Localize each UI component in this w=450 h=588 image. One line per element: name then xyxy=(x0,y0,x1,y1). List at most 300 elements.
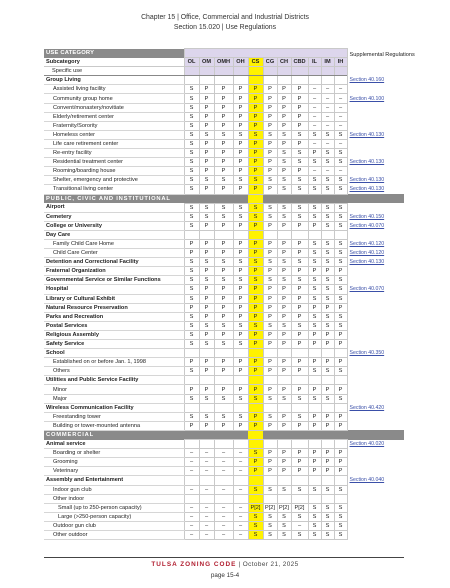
subcategory-name: Fraternal Organization xyxy=(44,267,184,276)
zone-cell-cs: P xyxy=(248,158,263,167)
supplemental-regulation-link xyxy=(347,512,404,521)
zone-cell-om: S xyxy=(199,176,214,185)
zone-cell-omh: P xyxy=(214,112,233,121)
zone-cell-ih: P xyxy=(334,412,347,421)
zone-cell-cs: P xyxy=(248,358,263,367)
zone-cell-ch: P xyxy=(277,294,291,303)
zone-cell-ih: S xyxy=(334,176,347,185)
table-row xyxy=(44,76,404,85)
zone-cell-ol: S xyxy=(184,158,199,167)
zone-cell-cs xyxy=(248,403,263,412)
zone-cell-il: S xyxy=(308,239,321,248)
use-regulations-table xyxy=(44,48,415,540)
zone-cell-ih xyxy=(334,494,347,503)
zone-cell-om xyxy=(199,376,214,385)
table-row xyxy=(44,449,404,458)
zone-cell-cg: P xyxy=(263,249,277,258)
zone-cell-omh: P xyxy=(214,312,233,321)
table-row xyxy=(44,221,404,230)
zone-heading-ih: IH xyxy=(334,58,347,67)
zone-cell-ch: S xyxy=(277,158,291,167)
supplemental-regulation-link[interactable]: Section 40.350 xyxy=(349,350,385,357)
zone-cell-ch xyxy=(277,76,291,85)
zone-cell-cbd: S xyxy=(291,158,308,167)
zone-cell-im: – xyxy=(321,103,334,112)
zone-cell-ih xyxy=(334,76,347,85)
zone-cell-ol: S xyxy=(184,121,199,130)
zone-cell-om: P xyxy=(199,312,214,321)
zone-cell-ch: S xyxy=(277,212,291,221)
zone-cell-cs: P xyxy=(248,367,263,376)
zone-cell-oh: P xyxy=(233,112,248,121)
zone-cell-ch xyxy=(277,494,291,503)
zone-cell-ch: P xyxy=(277,449,291,458)
specific-use-name: Building or tower-mounted antenna xyxy=(44,421,184,430)
zone-cell-om: P xyxy=(199,367,214,376)
zone-cell-ol: S xyxy=(184,139,199,148)
zone-cell-om xyxy=(199,403,214,412)
zone-cell-ol: P xyxy=(184,358,199,367)
specific-use-name: Grooming xyxy=(44,458,184,467)
specific-use-name: Shelter, emergency and protective xyxy=(44,176,184,185)
zone-cell-ch: P xyxy=(277,221,291,230)
zone-cell-omh: S xyxy=(214,321,233,330)
zone-cell-cs: P xyxy=(248,303,263,312)
zone-cell-cs: P xyxy=(248,221,263,230)
zone-cell-im: P xyxy=(321,340,334,349)
zone-cell-ih: S xyxy=(334,276,347,285)
zone-cell-im: P xyxy=(321,421,334,430)
supplemental-regulation-link[interactable]: Section 40.130 xyxy=(349,186,385,193)
zone-heading-im: IM xyxy=(321,58,334,67)
zone-cell-il: S xyxy=(308,203,321,212)
zone-cell-om xyxy=(199,230,214,239)
zone-cell-cg: P xyxy=(263,358,277,367)
zone-cell-im: P xyxy=(321,267,334,276)
zone-cell-im: – xyxy=(321,139,334,148)
supplemental-regulation-link[interactable]: Section 40.120 xyxy=(349,241,385,248)
zone-cell-om: P xyxy=(199,221,214,230)
table-row xyxy=(44,321,404,330)
zone-cell-ol xyxy=(184,230,199,239)
zone-cell-cg: P xyxy=(263,85,277,94)
zone-cell-cs: P xyxy=(248,239,263,248)
supplemental-regulation-link[interactable]: Section 40.150 xyxy=(349,213,385,220)
footer-brand: TULSA ZONING CODE xyxy=(151,561,237,568)
subcategory-name: Assembly and Entertainment xyxy=(44,476,184,485)
zone-cell-cg: S xyxy=(263,512,277,521)
zone-cell-cbd: P xyxy=(291,358,308,367)
zone-cell-cg: P xyxy=(263,167,277,176)
zone-cell-oh: P xyxy=(233,85,248,94)
zone-cell-cs: S xyxy=(248,203,263,212)
zone-cell-im: S xyxy=(321,367,334,376)
zone-cell-ol xyxy=(184,403,199,412)
zone-cell-oh: P xyxy=(233,367,248,376)
specific-use-name: Transitional living center xyxy=(44,185,184,194)
zone-cell-il xyxy=(308,376,321,385)
zone-cell-ih: P xyxy=(334,303,347,312)
zone-cell-oh: S xyxy=(233,203,248,212)
zone-cell-cs xyxy=(248,376,263,385)
table-row xyxy=(44,330,404,339)
zone-cell-om: P xyxy=(199,267,214,276)
zone-cell-cs: P xyxy=(248,167,263,176)
zone-cell-ch: P xyxy=(277,121,291,130)
zone-cell-omh: P xyxy=(214,221,233,230)
zone-cell-oh xyxy=(233,494,248,503)
zone-cell-ih: S xyxy=(334,394,347,403)
supplemental-regulation-link xyxy=(347,167,404,176)
zone-cell-ol xyxy=(184,349,199,358)
zone-cell-cbd: P xyxy=(291,449,308,458)
zone-cell-cg xyxy=(263,494,277,503)
zone-cell-ih: S xyxy=(334,158,347,167)
zone-cell-ih: – xyxy=(334,103,347,112)
zone-cell-omh: P xyxy=(214,249,233,258)
zone-cell-ol: S xyxy=(184,367,199,376)
zone-cell-im: S xyxy=(321,249,334,258)
supplemental-regulation-link[interactable]: Section 40.130 xyxy=(349,177,385,184)
supplemental-regulation-link xyxy=(347,267,404,276)
zone-cell-il: S xyxy=(308,130,321,139)
specific-use-name: Child Care Center xyxy=(44,249,184,258)
supplemental-regulation-link xyxy=(347,103,404,112)
zone-cell-om: – xyxy=(199,449,214,458)
zone-cell-omh: S xyxy=(214,276,233,285)
zone-cell-cg: S xyxy=(263,212,277,221)
zone-cell-cg: P xyxy=(263,385,277,394)
supplemental-regulation-link xyxy=(347,340,404,349)
zone-cell-im: – xyxy=(321,167,334,176)
zone-cell-om: S xyxy=(199,321,214,330)
zone-cell-ol: P xyxy=(184,303,199,312)
zone-cell-cbd: P xyxy=(291,294,308,303)
zone-cell-om: P xyxy=(199,249,214,258)
zone-cell-ih: P xyxy=(334,467,347,476)
zone-cell-ch: P xyxy=(277,303,291,312)
zone-cell-ol: – xyxy=(184,485,199,494)
zone-cell-il: P xyxy=(308,421,321,430)
supplemental-regulation-link[interactable]: Section 40.040 xyxy=(349,477,385,484)
zone-cell-ch: P xyxy=(277,358,291,367)
zone-cell-cs: P xyxy=(248,467,263,476)
supplemental-regulation-link xyxy=(347,394,404,403)
zone-cell-ch xyxy=(277,349,291,358)
specific-use-name: Other indoor xyxy=(44,494,184,503)
zone-cell-cs: P xyxy=(248,249,263,258)
table-row xyxy=(44,149,404,158)
zone-cell-im xyxy=(321,76,334,85)
zone-heading-cg: CG xyxy=(263,58,277,67)
zone-cell-ol: – xyxy=(184,521,199,530)
zone-cell-oh: P xyxy=(233,158,248,167)
zone-cell-om: – xyxy=(199,467,214,476)
zone-cell-ol: S xyxy=(184,330,199,339)
subcategory-name: Group Living xyxy=(44,76,184,85)
zone-cell-om: S xyxy=(199,412,214,421)
supplemental-regulation-link xyxy=(347,385,404,394)
specific-use-heading: Specific use xyxy=(44,67,184,76)
supplemental-regulations-heading: Supplemental Regulations xyxy=(347,49,404,76)
zone-cell-ch: P xyxy=(277,330,291,339)
supplemental-regulation-link xyxy=(347,449,404,458)
zone-cell-cbd xyxy=(291,76,308,85)
zone-cell-ch: P xyxy=(277,112,291,121)
zone-cell-ih: – xyxy=(334,94,347,103)
zone-cell-ih xyxy=(334,349,347,358)
zone-cell-om xyxy=(199,76,214,85)
zone-cell-il: S xyxy=(308,521,321,530)
zone-cell-cs: P xyxy=(248,285,263,294)
zone-cell-cbd: S xyxy=(291,412,308,421)
supplemental-regulation-link xyxy=(347,412,404,421)
supplemental-regulation-link[interactable]: Section 40.130 xyxy=(349,159,385,166)
zone-cell-om: P xyxy=(199,139,214,148)
zone-cell-ih: – xyxy=(334,112,347,121)
zone-cell-ch: P xyxy=(277,85,291,94)
zone-cell-ih: P xyxy=(334,385,347,394)
zone-cell-ih: S xyxy=(334,367,347,376)
zone-cell-cg: P xyxy=(263,367,277,376)
supplemental-regulation-link[interactable]: Section 40.100 xyxy=(349,95,385,102)
zone-cell-ih: S xyxy=(334,321,347,330)
zone-cell-il: – xyxy=(308,103,321,112)
zone-cell-omh: – xyxy=(214,458,233,467)
zone-cell-cs: P xyxy=(248,421,263,430)
supplemental-regulation-link xyxy=(347,376,404,385)
zone-cell-im: P xyxy=(321,412,334,421)
zone-cell-cg xyxy=(263,376,277,385)
zone-cell-ol: P xyxy=(184,239,199,248)
zone-cell-oh xyxy=(233,440,248,449)
supplemental-regulation-link xyxy=(347,230,404,239)
zone-cell-ol: S xyxy=(184,412,199,421)
zone-cell-omh: P xyxy=(214,367,233,376)
zone-cell-im: P xyxy=(321,358,334,367)
subcategory-name: Postal Services xyxy=(44,321,184,330)
table-row xyxy=(44,458,404,467)
zone-cell-omh: P xyxy=(214,139,233,148)
footer-separator: | xyxy=(238,561,241,568)
table-row xyxy=(44,285,404,294)
zone-cell-omh: S xyxy=(214,258,233,267)
zone-cell-cbd: S xyxy=(291,149,308,158)
zone-cell-cg: P xyxy=(263,158,277,167)
specific-use-name: Residential treatment center xyxy=(44,158,184,167)
supplemental-regulation-link xyxy=(347,358,404,367)
zone-cell-ol: S xyxy=(184,94,199,103)
zone-cell-om: P xyxy=(199,85,214,94)
zone-cell-cs: P xyxy=(248,330,263,339)
zone-cell-im: S xyxy=(321,176,334,185)
zone-cell-cbd: P xyxy=(291,267,308,276)
subcategory-name: School xyxy=(44,349,184,358)
zone-cell-im: S xyxy=(321,394,334,403)
zone-cell-cbd xyxy=(291,349,308,358)
zone-cell-ol xyxy=(184,76,199,85)
zone-cell-oh: P xyxy=(233,385,248,394)
zone-cell-im: – xyxy=(321,112,334,121)
zone-cell-om: S xyxy=(199,394,214,403)
zone-cell-ch: S xyxy=(277,521,291,530)
zone-cell-ch: P xyxy=(277,412,291,421)
table-row xyxy=(44,521,404,530)
supplemental-regulation-link[interactable]: Section 40.070 xyxy=(349,286,385,293)
zone-cell-ch: S xyxy=(277,176,291,185)
zone-cell-ch: P xyxy=(277,239,291,248)
zone-cell-oh: P xyxy=(233,267,248,276)
zone-cell-im xyxy=(321,403,334,412)
zone-cell-cg xyxy=(263,349,277,358)
supplemental-regulation-link xyxy=(347,494,404,503)
zone-cell-im: S xyxy=(321,258,334,267)
zone-cell-omh: P xyxy=(214,149,233,158)
zone-cell-cg: P xyxy=(263,149,277,158)
zone-cell-ih: S xyxy=(334,239,347,248)
zone-cell-cg: P xyxy=(263,421,277,430)
zone-cell-oh: P xyxy=(233,294,248,303)
zone-cell-ch: S xyxy=(277,258,291,267)
zone-cell-ch: P xyxy=(277,367,291,376)
subcategory-name: Day Care xyxy=(44,230,184,239)
zone-cell-omh: P xyxy=(214,85,233,94)
specific-use-name: Large (>250-person capacity) xyxy=(44,512,184,521)
zone-cell-il: P xyxy=(308,330,321,339)
zone-cell-cs: P xyxy=(248,121,263,130)
table-row xyxy=(44,212,404,221)
specific-use-name: Outdoor gun club xyxy=(44,521,184,530)
zone-cell-ol: P xyxy=(184,385,199,394)
zone-cell-cs: S xyxy=(248,258,263,267)
zone-cell-oh: S xyxy=(233,321,248,330)
zone-cell-cbd xyxy=(291,494,308,503)
zone-cell-il: S xyxy=(308,258,321,267)
zone-cell-om: S xyxy=(199,212,214,221)
supplemental-regulation-link xyxy=(347,121,404,130)
zone-cell-im: P xyxy=(321,330,334,339)
zone-cell-ol: S xyxy=(184,103,199,112)
table-row xyxy=(44,267,404,276)
supplemental-regulation-link[interactable]: Section 40.120 xyxy=(349,250,385,257)
zone-cell-il: S xyxy=(308,294,321,303)
zone-cell-oh: P xyxy=(233,421,248,430)
zone-cell-oh: P xyxy=(233,303,248,312)
zone-cell-ih: S xyxy=(334,185,347,194)
zone-cell-ih: – xyxy=(334,139,347,148)
zone-cell-ch: S xyxy=(277,530,291,539)
specific-use-name: Assisted living facility xyxy=(44,85,184,94)
zone-cell-ch: S xyxy=(277,149,291,158)
use-table-body xyxy=(44,76,404,540)
zone-cell-omh: P xyxy=(214,103,233,112)
table-header-row xyxy=(44,49,404,58)
table-row xyxy=(44,249,404,258)
zone-cell-ol: S xyxy=(184,221,199,230)
section-heading-row xyxy=(44,194,404,203)
table-row xyxy=(44,139,404,148)
table-row xyxy=(44,176,404,185)
zone-cell-ih: S xyxy=(334,312,347,321)
zone-cell-cs xyxy=(248,440,263,449)
table-row xyxy=(44,494,404,503)
zone-cell-omh: S xyxy=(214,176,233,185)
zone-cell-oh: P xyxy=(233,221,248,230)
zone-cell-cg: S xyxy=(263,521,277,530)
zone-cell-ol: S xyxy=(184,267,199,276)
zone-cell-cs: P xyxy=(248,458,263,467)
zone-cell-cs: S xyxy=(248,176,263,185)
zone-cell-ch: P[2] xyxy=(277,503,291,512)
specific-use-name: Boarding or shelter xyxy=(44,449,184,458)
zone-cell-im: S xyxy=(321,485,334,494)
zone-cell-om: S xyxy=(199,130,214,139)
supplemental-regulation-link[interactable]: Section 40.020 xyxy=(349,441,385,448)
zone-cell-omh: – xyxy=(214,503,233,512)
chapter-title: Chapter 15 | Office, Commercial and Industrial Districts xyxy=(141,14,309,21)
footer-date: October 21, 2025 xyxy=(242,561,299,568)
zone-cell-cs xyxy=(248,476,263,485)
zone-cell-ch: P xyxy=(277,167,291,176)
zone-cell-cs: P xyxy=(248,312,263,321)
zone-cell-ol: S xyxy=(184,294,199,303)
zone-cell-ih: S xyxy=(334,149,347,158)
table-row xyxy=(44,403,404,412)
zone-cell-cs: P xyxy=(248,412,263,421)
zone-cell-cs: P xyxy=(248,185,263,194)
zone-cell-om: P xyxy=(199,112,214,121)
zone-cell-im: S xyxy=(321,149,334,158)
zone-cell-ol: S xyxy=(184,185,199,194)
zone-cell-ol: – xyxy=(184,530,199,539)
zone-cell-ch: P xyxy=(277,285,291,294)
supplemental-regulation-link[interactable]: Section 40.130 xyxy=(349,131,385,138)
zone-cell-il: S xyxy=(308,321,321,330)
zone-cell-cs: P xyxy=(248,103,263,112)
supplemental-regulation-link[interactable]: Section 40.070 xyxy=(349,222,385,229)
zone-cell-cbd: P xyxy=(291,239,308,248)
specific-use-name: Veterinary xyxy=(44,467,184,476)
supplemental-regulation-link xyxy=(347,294,404,303)
zone-cell-oh: S xyxy=(233,412,248,421)
zone-cell-cbd: S xyxy=(291,185,308,194)
supplemental-regulation-link xyxy=(347,458,404,467)
zone-cell-om xyxy=(199,476,214,485)
supplemental-regulation-link[interactable]: Section 40.420 xyxy=(349,404,385,411)
zone-cell-il: S xyxy=(308,276,321,285)
zone-cell-omh: – xyxy=(214,467,233,476)
zone-cell-im xyxy=(321,476,334,485)
zone-cell-ol: P xyxy=(184,421,199,430)
footer-rule xyxy=(44,557,404,558)
specific-use-name: Freestanding tower xyxy=(44,412,184,421)
zone-cell-cbd: P xyxy=(291,330,308,339)
zone-cell-oh xyxy=(233,349,248,358)
zone-cell-omh: P xyxy=(214,358,233,367)
zone-cell-ch: P xyxy=(277,103,291,112)
subcategory-name: Airport xyxy=(44,203,184,212)
zone-cell-ih: S xyxy=(334,512,347,521)
zone-cell-ol: S xyxy=(184,130,199,139)
zone-cell-oh: – xyxy=(233,458,248,467)
zone-cell-cg: P xyxy=(263,121,277,130)
zone-cell-ih: S xyxy=(334,521,347,530)
supplemental-regulation-link[interactable]: Section 40.160 xyxy=(349,77,385,84)
supplemental-regulation-link[interactable]: Section 40.130 xyxy=(349,259,385,266)
zone-cell-il: – xyxy=(308,139,321,148)
zone-cell-cg: P xyxy=(263,303,277,312)
zone-cell-cbd: S xyxy=(291,130,308,139)
